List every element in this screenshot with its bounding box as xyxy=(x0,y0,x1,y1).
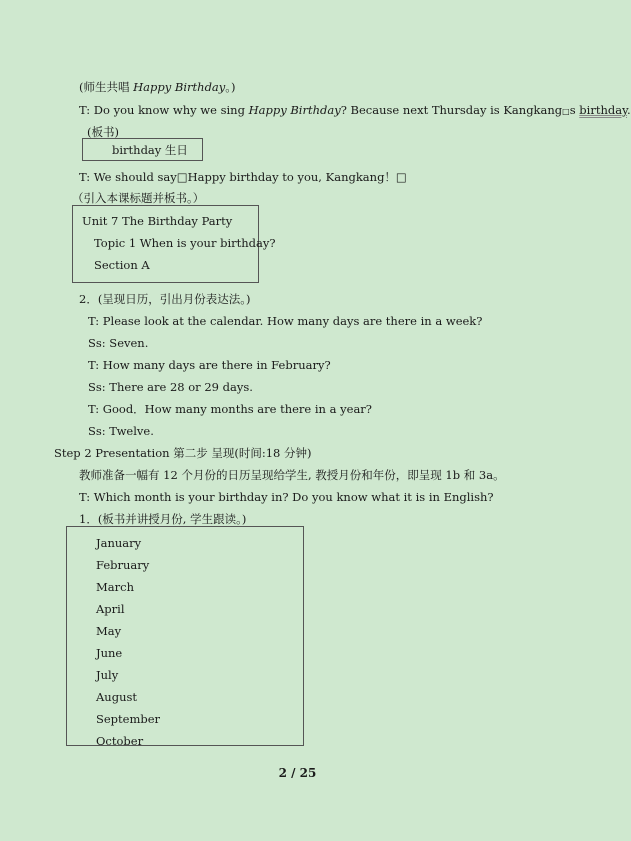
month-item: July xyxy=(96,668,119,682)
line-february-days: T: How many days are there in February? xyxy=(88,358,331,372)
line-which-month: T: Which month is your birthday in? Do you know what it is in English? xyxy=(79,490,494,504)
page-number: 2 / 25 xyxy=(278,766,317,780)
line-teach-months: 1．(板书并讲授月份, 学生跟读。) xyxy=(79,512,247,526)
board-birthday-text: birthday 生日 xyxy=(112,143,188,157)
month-item: September xyxy=(96,712,161,726)
line-introduce-title: （引入本课标题并板书。） xyxy=(72,191,205,205)
line-months-year: T: Good．How many months are there in a year? xyxy=(88,402,372,416)
topic-title: Topic 1 When is your birthday? xyxy=(94,236,276,250)
line-teacher-prepares: 教师准备一幅有 12 个月份的日历呈现给学生, 教授月份和年份，即呈现 1b 和 3a。 xyxy=(79,468,505,482)
step2-heading: Step 2 Presentation 第二步 呈现(时间:18 分钟) xyxy=(54,446,312,460)
line-seven: Ss: Seven. xyxy=(88,336,149,350)
month-item: August xyxy=(96,690,138,704)
unit-title: Unit 7 The Birthday Party xyxy=(82,214,233,228)
line-sing-happy-birthday: (师生共唱 Happy Birthday。) xyxy=(79,80,236,94)
line-step-calendar: 2．(呈现日历，引出月份表达法。) xyxy=(79,292,251,306)
line-should-say: T: We should say□Happy birthday to you, Kangkang！□ xyxy=(79,170,407,184)
line-look-calendar: T: Please look at the calendar. How many days are there in a week? xyxy=(88,314,483,328)
month-item: June xyxy=(96,646,123,660)
section-title: Section A xyxy=(94,258,150,272)
month-item: January xyxy=(96,536,142,550)
month-item: April xyxy=(96,602,125,616)
months-board-box xyxy=(66,526,304,746)
month-item: February xyxy=(96,558,150,572)
line-why-sing: T: Do you know why we sing Happy Birthday? Because next Thursday is Kangkang□s birthday. xyxy=(79,103,631,117)
month-item: October xyxy=(96,734,144,748)
lesson-title-box xyxy=(72,205,276,283)
line-blackboard-note: (板书) xyxy=(87,125,119,139)
blackboard-birthday-box xyxy=(82,138,203,161)
line-twelve: Ss: Twelve. xyxy=(88,424,154,438)
month-item: May xyxy=(96,624,122,638)
month-item: March xyxy=(96,580,134,594)
line-28-29-days: Ss: There are 28 or 29 days. xyxy=(88,380,253,394)
